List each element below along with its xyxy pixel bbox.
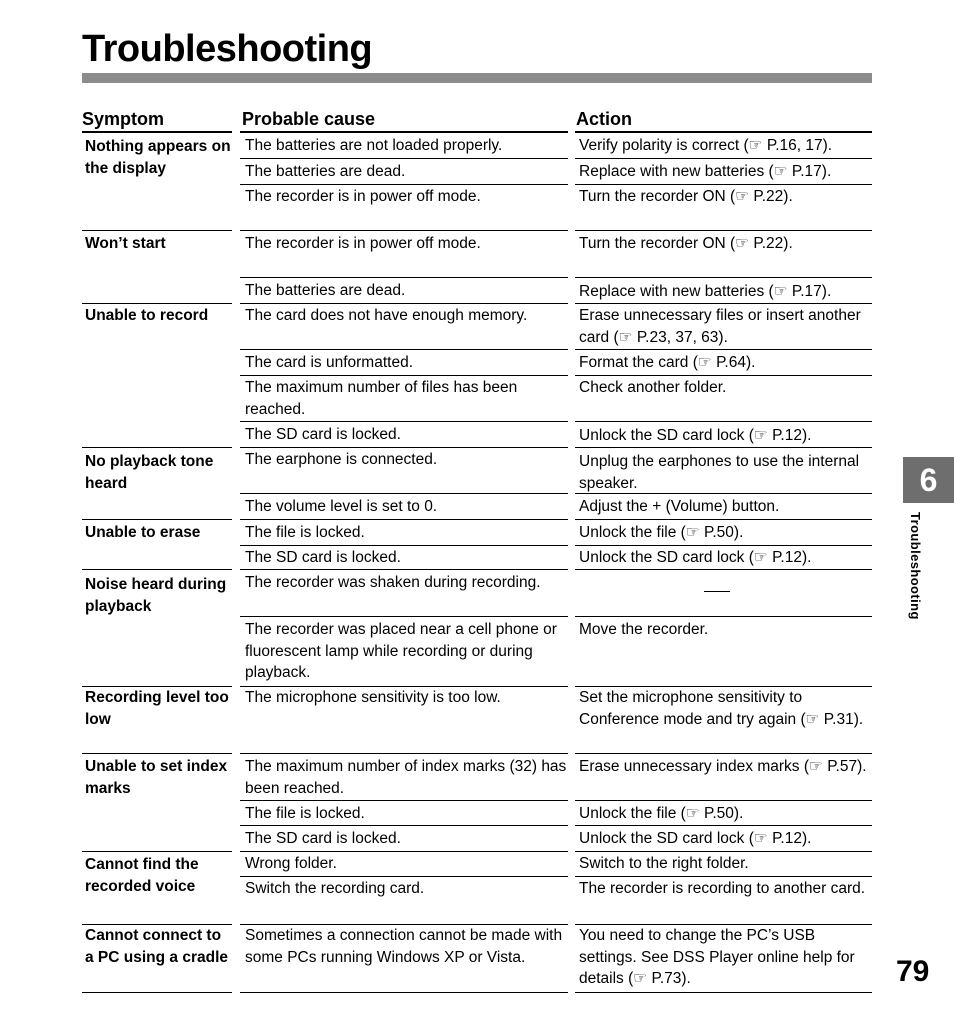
symptom-label: Unable to set index marks xyxy=(85,758,228,797)
symptom-label: Recording level too low xyxy=(85,689,229,728)
cause-cell: The volume level is set to 0. xyxy=(245,498,438,515)
action-cell: Turn the recorder ON (☞ P.22). xyxy=(579,235,793,252)
action-cell: Unlock the file (☞ P.50). xyxy=(579,524,744,541)
action-cell: Unlock the SD card lock (☞ P.12). xyxy=(579,549,812,566)
action-cell: The recorder is recording to another card. xyxy=(579,880,866,897)
cause-cell: The recorder was placed near a cell phone or fluorescent lamp while recording or during playback. xyxy=(245,621,557,681)
action-cell: Unlock the SD card lock (☞ P.12). xyxy=(579,830,812,847)
action-cell: Switch to the right folder. xyxy=(579,855,749,872)
symptom-label: Nothing appears on the display xyxy=(85,138,231,177)
cause-cell: The SD card is locked. xyxy=(245,549,401,566)
cause-cell: The batteries are dead. xyxy=(245,163,406,180)
action-cell: Move the recorder. xyxy=(579,621,709,638)
action-cell: Replace with new batteries (☞ P.17). xyxy=(579,163,832,180)
action-cell: Erase unnecessary index marks (☞ P.57). xyxy=(579,758,867,775)
symptom-label: Unable to record xyxy=(85,307,209,324)
chapter-side-label: Troubleshooting xyxy=(908,512,923,620)
cause-cell: The file is locked. xyxy=(245,524,365,541)
header-symptom: Symptom xyxy=(82,109,165,129)
cause-cell: Sometimes a connection cannot be made with some PCs running Windows XP or Vista. xyxy=(245,927,563,966)
header-probable-cause: Probable cause xyxy=(242,109,376,129)
action-cell: Set the microphone sensitivity to Conference mode and try again (☞ P.31). xyxy=(579,689,864,728)
cause-cell: The maximum number of files has been reached. xyxy=(245,379,518,418)
cause-cell: Wrong folder. xyxy=(245,855,337,872)
cause-cell: The SD card is locked. xyxy=(245,426,401,443)
title-rule xyxy=(82,73,872,83)
action-row-border xyxy=(575,569,872,617)
action-cell: Adjust the + (Volume) button. xyxy=(579,498,780,515)
header-action: Action xyxy=(576,109,632,129)
action-cell: Check another folder. xyxy=(579,379,727,396)
cause-cell: The SD card is locked. xyxy=(245,830,401,847)
cause-cell: The batteries are dead. xyxy=(245,282,406,299)
action-cell: You need to change the PC’s USB settings. See DSS Player online help for details (☞ P.73). xyxy=(579,927,855,987)
action-cell: Erase unnecessary files or insert another card (☞ P.23, 37, 63). xyxy=(579,307,861,346)
chapter-tab: 6 xyxy=(903,457,954,503)
action-cell: Unplug the earphones to use the internal speaker. xyxy=(579,453,860,492)
action-cell: Replace with new batteries (☞ P.17). xyxy=(579,283,832,300)
symptom-label: Won’t start xyxy=(85,235,166,252)
cause-cell: The microphone sensitivity is too low. xyxy=(245,689,501,706)
symptom-label: Cannot find the recorded voice xyxy=(85,856,199,895)
symptom-label: No playback tone heard xyxy=(85,453,214,492)
action-cell: Unlock the SD card lock (☞ P.12). xyxy=(579,427,812,444)
action-cell: Verify polarity is correct (☞ P.16, 17). xyxy=(579,137,833,154)
cause-cell: The maximum number of index marks (32) has been reached. xyxy=(245,758,567,797)
action-cell: Format the card (☞ P.64). xyxy=(579,354,756,371)
cause-cell: The recorder is in power off mode. xyxy=(245,235,481,252)
cause-cell: The earphone is connected. xyxy=(245,451,438,468)
cause-cell: The card does not have enough memory. xyxy=(245,307,528,324)
cause-cell: The card is unformatted. xyxy=(245,354,413,371)
symptom-label: Noise heard during playback xyxy=(85,576,227,615)
empty-action-dash xyxy=(704,591,730,592)
page-number: 79 xyxy=(896,955,930,988)
action-cell: Turn the recorder ON (☞ P.22). xyxy=(579,188,793,205)
page-title: Troubleshooting xyxy=(82,28,373,70)
symptom-label: Cannot connect to a PC using a cradle xyxy=(85,927,228,966)
cause-cell: Switch the recording card. xyxy=(245,880,425,897)
action-cell: Unlock the file (☞ P.50). xyxy=(579,805,744,822)
symptom-label: Unable to erase xyxy=(85,524,201,541)
cause-cell: The file is locked. xyxy=(245,805,365,822)
cause-cell: The recorder is in power off mode. xyxy=(245,188,481,205)
cause-cell: The batteries are not loaded properly. xyxy=(245,137,503,154)
cause-cell: The recorder was shaken during recording. xyxy=(245,574,541,591)
